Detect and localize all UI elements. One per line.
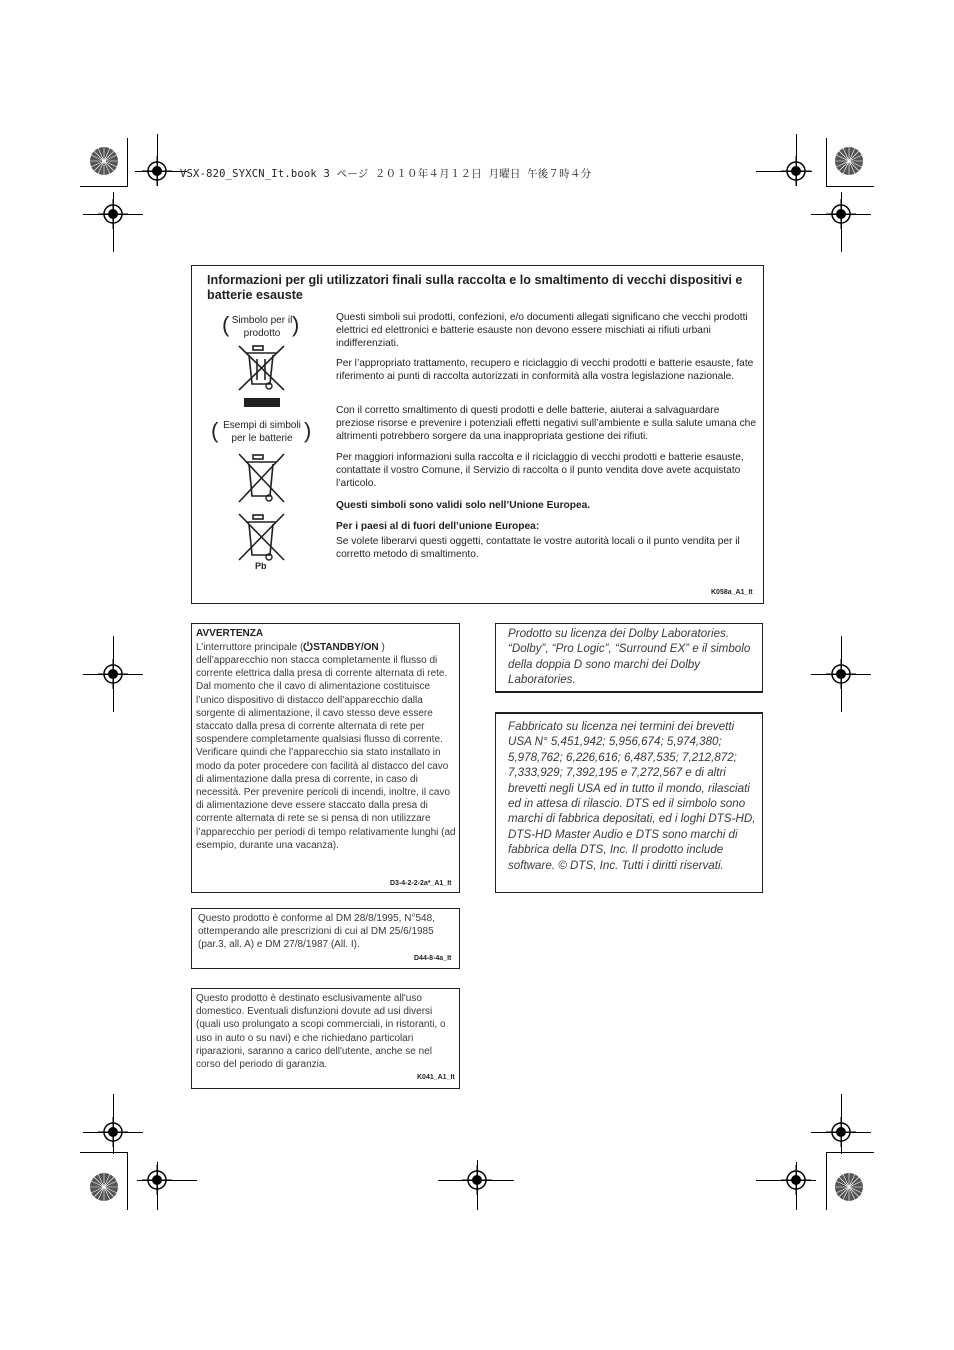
crossed-pb-battery-bin-icon [237,512,287,562]
eu-only-note: Questi simboli sono validi solo nell’Unione Europea. [336,500,591,511]
warning-heading: AVVERTENZA [196,628,264,639]
warning-body: dell’apparecchio non stacca completamente il flusso di corrente elettrica dalla presa di corrente alternata di rete. Dal momento che il cavo di alimentazione costituisce l’unico dispositivo di distacco dell’apparecchio dalla sorgente di alimentazione, il cavo stesso deve essere staccato dalla presa di corrente alternata di rete per sospendere completamente qualsiasi flusso di corrente. Verificare quindi che l’apparecchio sia stato installato in modo da poter procedere con facilità al distacco del cavo di alimentazione dalla presa di corrente, in caso di necessità. Per prevenire pericoli di incendi, inoltre, il cavo di alimentazione deve essere staccato dalla presa di corrente alternata di rete se si pensa di non utilizzare l’apparecchio per periodi di tempo relativamente lunghi (ad esempio, durante una vacanza). [196,655,456,851]
dm-notice-code: D44-8-4a_It [414,955,452,962]
crossed-battery-bin-icon [237,452,287,504]
standby-label: STANDBY/ON [313,642,379,653]
battery-symbol-label: Esempi di simboli per le batterie [223,420,301,444]
non-eu-text: Se volete liberarvi questi oggetti, contattate le vostre autorità locali o il punto vendita per il corretto metodo di smaltimento. [336,536,740,561]
dts-text: Fabbricato su licenza nei termini dei brevetti USA N° 5,451,942; 5,956,674; 5,974,380; 5,978,762; 6,226,616; 6,487,535; 7,212,872; 7,333,929; 7,392,195 e 7,272,567 e di altri brevetti negli USA ed in tutto il mondo, rilasciati ed in attesa di rilascio. DTS ed il simbolo sono marchi di fabbrica depositati, ed i loghi DTS-HD, DTS-HD Master Audio e DTS sono marchi di fabbrica della DTS, Inc. Il prodotto include software. © DTS, Inc. Tutti i diritti riservati. [508,720,756,872]
dm-notice-text: Questo prodotto è conforme al DM 28/8/1995, N°548, ottemperando alle prescrizioni di cui al DM 25/6/1985 (par.3, all. A) e DM 27/8/1987 (All. I). [198,913,435,951]
separate-collection-bar [244,398,280,407]
non-eu-heading: Per i paesi al di fuori dell’unione Europea: [336,521,540,532]
dolby-text: Prodotto su licenza dei Dolby Laboratories. “Dolby”, “Pro Logic”, “Surround EX” e il simbolo della doppia D sono marchi dei Dolby Laboratories. [508,627,751,687]
pb-label: Pb [255,561,267,571]
weee-paragraph: Questi simboli sui prodotti, confezioni, e/o documenti allegati significano che vecchi prodotti elettrici ed elettronici e batterie esauste non devono essere mischiati ai rifiuti urbani indifferenziati. [336,312,748,350]
warning-intro: L’interruttore principale ( STANDBY/ON ) [196,642,385,653]
weee-title: Informazioni per gli utilizzatori finali sulla raccolta e lo smaltimento di vecchi dispositivi e batterie esauste [207,273,743,302]
product-symbol-label: Simbolo per il prodotto [231,315,293,339]
weee-paragraph: Per l’appropriato trattamento, recupero e riciclaggio di vecchi prodotti e batterie esauste, fate riferimento ai punti di raccolta autorizzati in conformità alla vostra legislazione nazionale. [336,358,754,383]
crossed-bin-icon [237,344,287,392]
weee-code: K058a_A1_It [711,589,753,596]
weee-paragraph: Con il corretto smaltimento di questi prodotti e delle batterie, aiuterai a salvaguardare preziose risorse e prevenire i potenziali effetti negativi sull’ambiente e sulla salute umana che altrimenti potrebbero sorgere da una inappropriata gestione dei rifiuti. [336,405,756,443]
domestic-notice-text: Questo prodotto è destinato esclusivamente all'uso domestico. Eventuali disfunzioni dovute ad usi diversi (quali uso prolungato a scopi commerciali, in ristoranti, o uso in auto o su navi) e che richiedano particolari riparazioni, saranno a carico dell'utente, anche se nel corso del periodo di garanzia. [196,993,446,1071]
standby-power-icon [303,641,313,651]
weee-paragraph: Per maggiori informazioni sulla raccolta e il riciclaggio di vecchi prodotti e batterie esauste, contattate il vostro Comune, il Servizio di raccolta o il punto vendita dove avete acquistato l’articolo. [336,452,744,490]
file-info-line: VSX-820_SYXCN_It.book 3 ページ ２０１０年４月１２日 月曜日 午後７時４分 [180,168,592,180]
domestic-notice-code: K041_A1_It [417,1074,455,1081]
warning-code: D3-4-2-2-2a*_A1_It [390,880,452,887]
